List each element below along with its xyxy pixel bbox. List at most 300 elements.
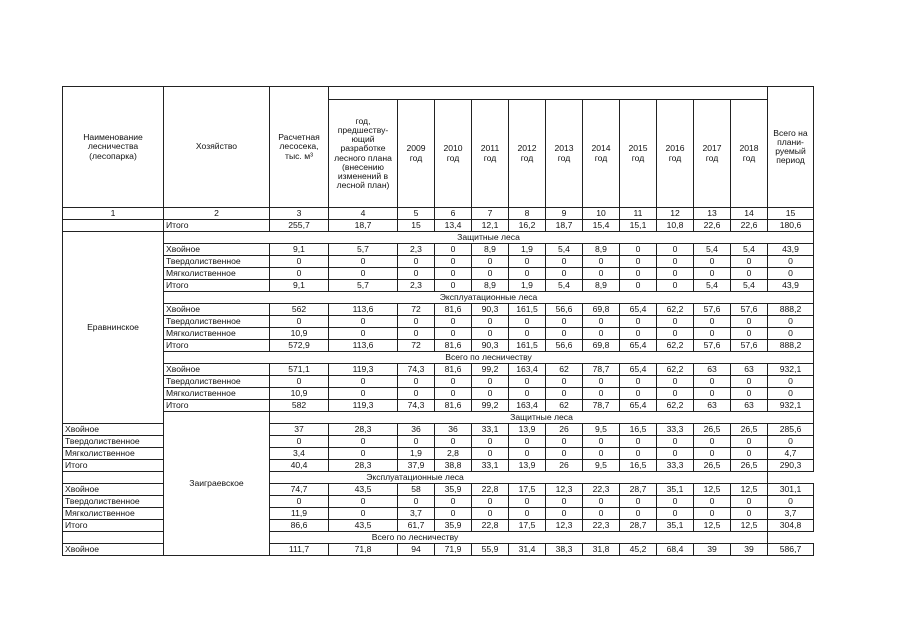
header-year: 2018 год <box>731 100 768 208</box>
value-cell: 65,4 <box>620 304 657 316</box>
value-cell: 0 <box>731 436 768 448</box>
value-cell: 5,4 <box>694 280 731 292</box>
value-cell: 0 <box>509 256 546 268</box>
value-cell: 16,5 <box>620 424 657 436</box>
value-cell: 0 <box>472 508 509 520</box>
value-cell: 72 <box>398 304 435 316</box>
value-cell: 161,5 <box>509 304 546 316</box>
value-cell: 0 <box>329 268 398 280</box>
value-cell: 31,8 <box>583 544 620 556</box>
value-cell: 0 <box>546 376 583 388</box>
value-cell: 39 <box>694 544 731 556</box>
value-cell: 0 <box>546 436 583 448</box>
value-cell: 161,5 <box>509 340 546 352</box>
value-cell: 0 <box>694 508 731 520</box>
value-cell: 63 <box>694 364 731 376</box>
value-cell: 0 <box>620 316 657 328</box>
value-cell: 0 <box>657 244 694 256</box>
value-cell: 74,3 <box>398 400 435 412</box>
value-cell: 0 <box>398 328 435 340</box>
value-cell: 0 <box>329 388 398 400</box>
value-cell: 43,9 <box>768 244 814 256</box>
value-cell: 0 <box>472 376 509 388</box>
value-cell: 74,7 <box>270 484 329 496</box>
value-cell: 28,7 <box>620 520 657 532</box>
value-cell: 0 <box>620 508 657 520</box>
value-cell: 90,3 <box>472 304 509 316</box>
value-cell: 16,5 <box>620 460 657 472</box>
value-cell: 0 <box>731 448 768 460</box>
value-cell: 38,3 <box>546 544 583 556</box>
value-cell: 99,2 <box>472 364 509 376</box>
value-cell: 0 <box>398 388 435 400</box>
header-year: 2017 год <box>694 100 731 208</box>
value-cell: 0 <box>657 448 694 460</box>
value-cell: 58 <box>398 484 435 496</box>
value-cell: 0 <box>329 436 398 448</box>
value-cell: 26 <box>546 460 583 472</box>
farm-label: Хвойное <box>63 424 164 436</box>
value-cell: 0 <box>398 316 435 328</box>
value-cell: 0 <box>435 280 472 292</box>
value-cell: 180,6 <box>768 220 814 232</box>
value-cell: 0 <box>694 376 731 388</box>
value-cell: 36 <box>398 424 435 436</box>
value-cell: 62,2 <box>657 364 694 376</box>
value-cell: 0 <box>731 508 768 520</box>
value-cell: 0 <box>583 268 620 280</box>
value-cell: 5,4 <box>694 244 731 256</box>
value-cell: 8,9 <box>472 280 509 292</box>
value-cell: 0 <box>398 496 435 508</box>
value-cell: 0 <box>509 388 546 400</box>
table-row <box>63 376 814 388</box>
value-cell: 0 <box>509 508 546 520</box>
value-cell: 5,7 <box>329 244 398 256</box>
value-cell: 0 <box>731 268 768 280</box>
value-cell: 0 <box>768 388 814 400</box>
value-cell: 0 <box>270 436 329 448</box>
value-cell: 290,3 <box>768 460 814 472</box>
value-cell: 39 <box>731 544 768 556</box>
value-cell: 61,7 <box>398 520 435 532</box>
header-farm: Хозяйство <box>164 87 270 208</box>
value-cell: 72 <box>398 340 435 352</box>
value-cell: 3,4 <box>270 448 329 460</box>
farm-label: Итого <box>63 460 164 472</box>
value-cell: 0 <box>694 328 731 340</box>
value-cell: 56,6 <box>546 340 583 352</box>
header-total: Всего на плани-руемый период <box>768 87 814 208</box>
column-number: 2 <box>164 208 270 220</box>
value-cell: 3,7 <box>398 508 435 520</box>
value-cell: 16,2 <box>509 220 546 232</box>
value-cell: 0 <box>768 316 814 328</box>
farm-label: Хвойное <box>63 484 164 496</box>
value-cell: 22,6 <box>731 220 768 232</box>
value-cell: 26,5 <box>731 424 768 436</box>
section-row <box>63 472 814 484</box>
header-blank-cell <box>329 87 768 100</box>
value-cell: 26,5 <box>694 460 731 472</box>
value-cell: 0 <box>546 256 583 268</box>
value-cell: 18,7 <box>329 220 398 232</box>
value-cell: 71,8 <box>329 544 398 556</box>
value-cell: 28,7 <box>620 484 657 496</box>
value-cell: 12,3 <box>546 484 583 496</box>
column-number: 9 <box>546 208 583 220</box>
value-cell: 12,3 <box>546 520 583 532</box>
value-cell: 43,5 <box>329 484 398 496</box>
value-cell: 0 <box>583 508 620 520</box>
farm-label: Хвойное <box>164 304 270 316</box>
value-cell: 0 <box>270 268 329 280</box>
value-cell: 28,3 <box>329 424 398 436</box>
value-cell: 0 <box>435 316 472 328</box>
value-cell: 2,3 <box>398 280 435 292</box>
value-cell: 22,8 <box>472 484 509 496</box>
value-cell: 13,9 <box>509 460 546 472</box>
header-year: 2015 год <box>620 100 657 208</box>
column-number: 12 <box>657 208 694 220</box>
value-cell: 0 <box>768 268 814 280</box>
value-cell: 69,8 <box>583 340 620 352</box>
value-cell: 0 <box>620 256 657 268</box>
value-cell: 5,4 <box>731 280 768 292</box>
value-cell: 22,3 <box>583 520 620 532</box>
value-cell: 63 <box>731 364 768 376</box>
value-cell: 111,7 <box>270 544 329 556</box>
section-title: Защитные леса <box>164 232 814 244</box>
value-cell: 15,1 <box>620 220 657 232</box>
farm-label: Итого <box>164 400 270 412</box>
value-cell: 0 <box>694 316 731 328</box>
value-cell: 0 <box>270 316 329 328</box>
value-cell: 26 <box>546 424 583 436</box>
value-cell: 0 <box>546 388 583 400</box>
value-cell: 0 <box>472 328 509 340</box>
value-cell: 0 <box>329 328 398 340</box>
value-cell: 0 <box>583 388 620 400</box>
value-cell: 57,6 <box>694 340 731 352</box>
value-cell: 65,4 <box>620 340 657 352</box>
value-cell: 0 <box>472 436 509 448</box>
header-top-row <box>63 87 814 100</box>
table-row <box>63 256 814 268</box>
value-cell: 62 <box>546 364 583 376</box>
value-cell: 62,2 <box>657 340 694 352</box>
value-cell: 0 <box>270 376 329 388</box>
column-number: 6 <box>435 208 472 220</box>
value-cell: 255,7 <box>270 220 329 232</box>
forestry-name: Заиграевское <box>164 412 270 556</box>
section-row <box>63 352 814 364</box>
table-row <box>63 340 814 352</box>
table-row <box>63 316 814 328</box>
value-cell: 65,4 <box>620 364 657 376</box>
forestry-name: Еравнинское <box>63 232 164 424</box>
value-cell: 0 <box>731 376 768 388</box>
value-cell: 35,9 <box>435 484 472 496</box>
value-cell: 0 <box>435 376 472 388</box>
column-number: 1 <box>63 208 164 220</box>
farm-label: Хвойное <box>164 244 270 256</box>
value-cell: 0 <box>472 256 509 268</box>
value-cell: 22,6 <box>694 220 731 232</box>
value-cell: 0 <box>583 316 620 328</box>
value-cell: 43,5 <box>329 520 398 532</box>
section-row <box>63 232 814 244</box>
farm-label: Мягколиственное <box>63 508 164 520</box>
value-cell: 0 <box>509 328 546 340</box>
value-cell: 0 <box>620 280 657 292</box>
value-cell: 13,4 <box>435 220 472 232</box>
value-cell: 0 <box>270 256 329 268</box>
value-cell: 0 <box>546 448 583 460</box>
value-cell: 0 <box>329 256 398 268</box>
value-cell: 0 <box>620 244 657 256</box>
value-cell: 68,4 <box>657 544 694 556</box>
value-cell: 0 <box>435 328 472 340</box>
value-cell: 0 <box>583 328 620 340</box>
value-cell: 0 <box>731 316 768 328</box>
section-row <box>63 532 814 544</box>
value-cell: 0 <box>329 448 398 460</box>
value-cell: 0 <box>694 496 731 508</box>
value-cell: 62,2 <box>657 304 694 316</box>
value-cell: 0 <box>472 316 509 328</box>
value-cell: 63 <box>694 400 731 412</box>
header-year: 2009 год <box>398 100 435 208</box>
table-row <box>63 268 814 280</box>
value-cell: 0 <box>768 376 814 388</box>
value-cell: 8,9 <box>472 244 509 256</box>
column-number: 10 <box>583 208 620 220</box>
value-cell: 9,1 <box>270 244 329 256</box>
value-cell: 0 <box>620 268 657 280</box>
value-cell: 10,8 <box>657 220 694 232</box>
value-cell: 0 <box>620 388 657 400</box>
value-cell: 74,3 <box>398 364 435 376</box>
column-number: 13 <box>694 208 731 220</box>
value-cell: 0 <box>657 508 694 520</box>
value-cell: 36 <box>435 424 472 436</box>
value-cell: 11,9 <box>270 508 329 520</box>
column-number: 5 <box>398 208 435 220</box>
value-cell: 90,3 <box>472 340 509 352</box>
value-cell: 0 <box>435 388 472 400</box>
value-cell: 0 <box>694 436 731 448</box>
value-cell: 12,5 <box>694 520 731 532</box>
value-cell: 0 <box>435 508 472 520</box>
value-cell: 0 <box>583 376 620 388</box>
value-cell: 5,7 <box>329 280 398 292</box>
value-cell: 94 <box>398 544 435 556</box>
value-cell: 37,9 <box>398 460 435 472</box>
farm-label: Итого <box>164 280 270 292</box>
value-cell: 0 <box>657 388 694 400</box>
value-cell: 0 <box>398 376 435 388</box>
section-row <box>63 292 814 304</box>
value-cell: 0 <box>509 376 546 388</box>
column-number: 8 <box>509 208 546 220</box>
value-cell: 0 <box>270 496 329 508</box>
value-cell: 63 <box>731 400 768 412</box>
header-year: 2010 год <box>435 100 472 208</box>
farm-label: Хвойное <box>164 364 270 376</box>
value-cell: 13,9 <box>509 424 546 436</box>
value-cell: 0 <box>546 268 583 280</box>
farm-label: Хвойное <box>63 544 164 556</box>
value-cell: 119,3 <box>329 400 398 412</box>
value-cell: 0 <box>657 268 694 280</box>
value-cell: 586,7 <box>768 544 814 556</box>
value-cell: 0 <box>731 256 768 268</box>
value-cell: 0 <box>472 268 509 280</box>
table-row <box>63 244 814 256</box>
value-cell: 26,5 <box>694 424 731 436</box>
value-cell: 17,5 <box>509 520 546 532</box>
value-cell: 4,7 <box>768 448 814 460</box>
value-cell: 2,3 <box>398 244 435 256</box>
value-cell: 1,9 <box>509 244 546 256</box>
value-cell: 33,3 <box>657 460 694 472</box>
value-cell: 15,4 <box>583 220 620 232</box>
value-cell: 163,4 <box>509 364 546 376</box>
table-row <box>63 220 814 232</box>
column-number: 15 <box>768 208 814 220</box>
value-cell: 0 <box>731 496 768 508</box>
value-cell: 3,7 <box>768 508 814 520</box>
header-allowable-cut-text: Расчетная лесосека, тыс. м³ <box>278 132 320 161</box>
header-year: 2013 год <box>546 100 583 208</box>
section-title: Эксплуатационные леса <box>63 472 768 484</box>
value-cell: 9,5 <box>583 424 620 436</box>
value-cell: 0 <box>731 388 768 400</box>
header-year: 2014 год <box>583 100 620 208</box>
value-cell: 163,4 <box>509 400 546 412</box>
value-cell: 0 <box>509 268 546 280</box>
farm-label: Итого <box>164 340 270 352</box>
value-cell: 0 <box>435 436 472 448</box>
value-cell: 0 <box>435 244 472 256</box>
value-cell: 9,5 <box>583 460 620 472</box>
value-cell: 0 <box>472 496 509 508</box>
value-cell: 0 <box>583 448 620 460</box>
value-cell: 45,2 <box>620 544 657 556</box>
section-row <box>63 412 814 424</box>
value-cell: 0 <box>731 328 768 340</box>
section-title: Эксплуатационные леса <box>164 292 814 304</box>
farm-label: Твердолиственное <box>63 496 164 508</box>
value-cell: 0 <box>329 496 398 508</box>
farm-label: Твердолиственное <box>164 376 270 388</box>
value-cell: 0 <box>657 436 694 448</box>
value-cell: 26,5 <box>731 460 768 472</box>
value-cell: 62,2 <box>657 400 694 412</box>
value-cell: 18,7 <box>546 220 583 232</box>
table-row <box>63 388 814 400</box>
value-cell: 0 <box>472 388 509 400</box>
value-cell: 0 <box>657 496 694 508</box>
table-row <box>63 280 814 292</box>
column-numbers-row <box>63 208 814 220</box>
value-cell: 0 <box>329 316 398 328</box>
value-cell: 81,6 <box>435 400 472 412</box>
value-cell: 35,1 <box>657 520 694 532</box>
value-cell: 0 <box>546 496 583 508</box>
value-cell: 71,9 <box>435 544 472 556</box>
value-cell: 0 <box>583 496 620 508</box>
farm-label: Твердолиственное <box>63 436 164 448</box>
value-cell: 0 <box>620 328 657 340</box>
value-cell: 78,7 <box>583 400 620 412</box>
value-cell: 35,1 <box>657 484 694 496</box>
value-cell: 0 <box>694 388 731 400</box>
value-cell: 57,6 <box>731 304 768 316</box>
value-cell: 12,1 <box>472 220 509 232</box>
value-cell: 562 <box>270 304 329 316</box>
value-cell: 8,9 <box>583 244 620 256</box>
header-year: 2011 год <box>472 100 509 208</box>
value-cell: 0 <box>329 508 398 520</box>
farm-label: Итого <box>63 520 164 532</box>
table-row <box>63 304 814 316</box>
value-cell: 57,6 <box>694 304 731 316</box>
value-cell: 113,6 <box>329 304 398 316</box>
value-cell: 572,9 <box>270 340 329 352</box>
value-cell: 0 <box>620 436 657 448</box>
value-cell: 0 <box>768 496 814 508</box>
value-cell: 62 <box>546 400 583 412</box>
value-cell: 15 <box>398 220 435 232</box>
value-cell: 0 <box>768 436 814 448</box>
value-cell: 37 <box>270 424 329 436</box>
value-cell: 0 <box>435 268 472 280</box>
value-cell: 1,9 <box>398 448 435 460</box>
value-cell: 0 <box>657 316 694 328</box>
table-row <box>63 328 814 340</box>
column-number: 7 <box>472 208 509 220</box>
value-cell: 12,5 <box>731 484 768 496</box>
forestry-cell <box>63 220 164 232</box>
value-cell: 81,6 <box>435 340 472 352</box>
value-cell: 0 <box>329 376 398 388</box>
value-cell: 57,6 <box>731 340 768 352</box>
value-cell: 86,6 <box>270 520 329 532</box>
value-cell: 28,3 <box>329 460 398 472</box>
value-cell: 22,3 <box>583 484 620 496</box>
value-cell: 0 <box>768 328 814 340</box>
value-cell: 38,8 <box>435 460 472 472</box>
value-cell: 35,9 <box>435 520 472 532</box>
value-cell: 0 <box>509 448 546 460</box>
value-cell: 22,8 <box>472 520 509 532</box>
value-cell: 31,4 <box>509 544 546 556</box>
value-cell: 888,2 <box>768 304 814 316</box>
section-title: Всего по лесничеству <box>63 532 768 544</box>
value-cell: 301,1 <box>768 484 814 496</box>
value-cell: 5,4 <box>546 280 583 292</box>
value-cell: 0 <box>657 328 694 340</box>
value-cell: 69,8 <box>583 304 620 316</box>
value-cell: 0 <box>472 448 509 460</box>
value-cell: 0 <box>435 496 472 508</box>
value-cell: 304,8 <box>768 520 814 532</box>
value-cell: 113,6 <box>329 340 398 352</box>
value-cell: 12,5 <box>694 484 731 496</box>
value-cell: 55,9 <box>472 544 509 556</box>
